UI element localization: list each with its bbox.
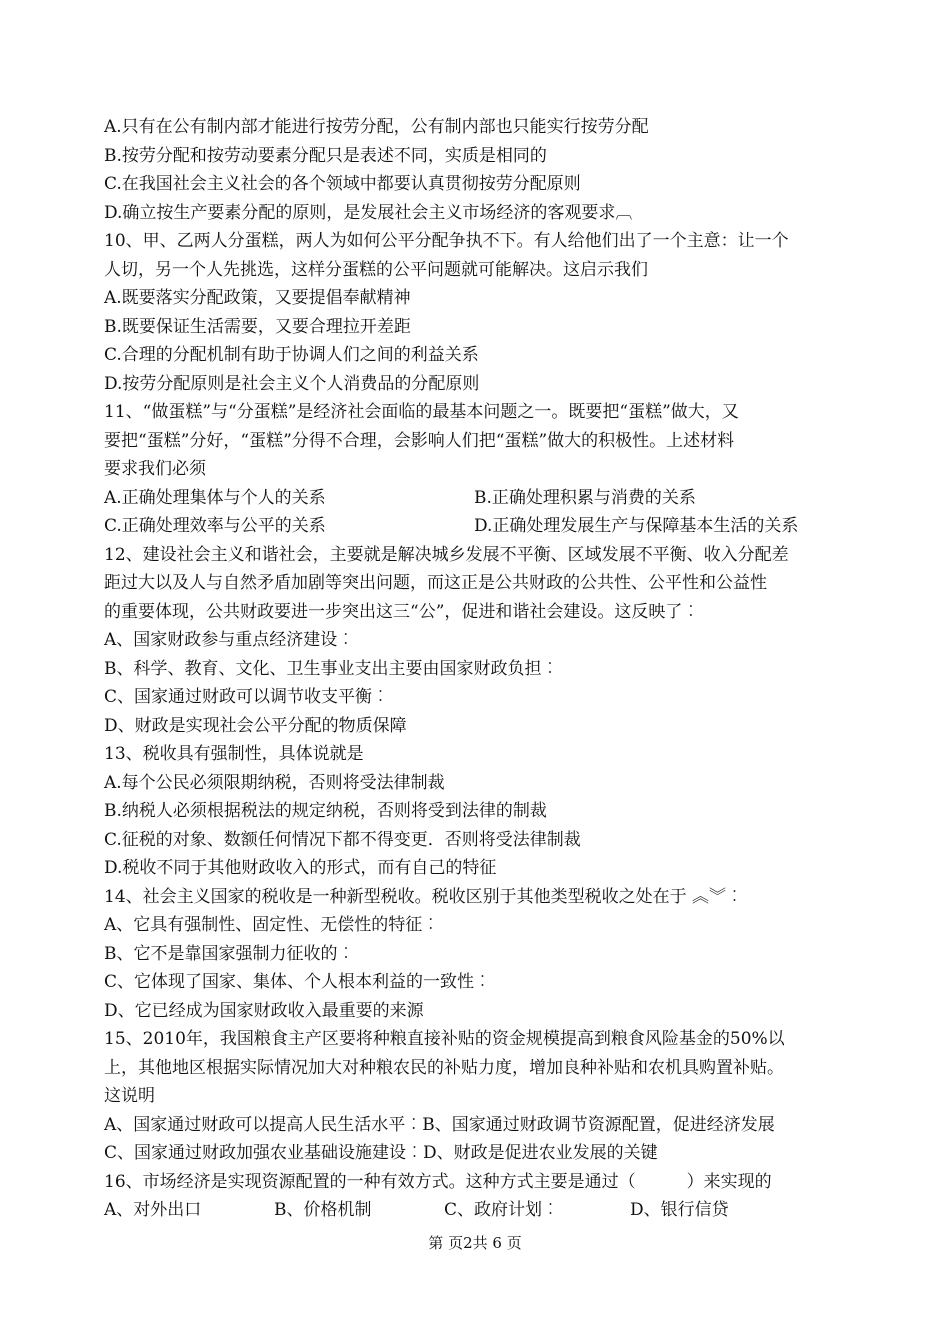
text-line: C.在我国社会主义社会的各个领域中都要认真贯彻按劳分配原则: [104, 174, 581, 194]
option-item: A.正确处理集体与个人的关系: [104, 487, 326, 508]
text-line: A、国家通过财政可以提高人民生活水平︰B、国家通过财政调节资源配置，促进经济发展: [104, 1114, 775, 1135]
text-line: B.纳税人必须根据税法的规定纳税，否则将受到法律的制裁: [104, 801, 547, 821]
text-line: 的重要体现，公共财政要进一步突出这三“公”，促进和谐社会建设。这反映了︰: [104, 601, 700, 622]
text-line: 14、社会主义国家的税收是一种新型税收。税收区别于其他类型税收之处在于 ︽︾︰: [104, 886, 744, 907]
page-footer: 第 页2共 6 页: [428, 1234, 522, 1252]
text-line: 上，其他地区根据实际情况加大对种粮农民的补贴力度，增加良种补贴和农机具购置补贴。: [104, 1057, 784, 1078]
text-line: 15、2010年，我国粮食主产区要将种粮直接补贴的资金规模提高到粮食风险基金的50%以: [104, 1029, 785, 1049]
text-line: A.只有在公有制内部才能进行按劳分配，公有制内部也只能实行按劳分配: [104, 117, 649, 137]
option-item: D.正确处理发展生产与保障基本生活的关系: [474, 516, 799, 536]
text-line: A.既要落实分配政策，又要提倡奉献精神: [104, 288, 411, 308]
option-item: A、对外出口: [104, 1200, 202, 1220]
text-line: A、国家财政参与重点经济建设︰: [104, 630, 355, 650]
text-line: B、它不是靠国家强制力征收的︰: [104, 943, 355, 964]
text-line: 16、市场经济是实现资源配置的一种有效方式。这种方式主要是通过（ ）来实现的: [104, 1171, 772, 1192]
text-line: C.合理的分配机制有助于协调人们之间的利益关系: [104, 345, 479, 365]
text-line: D.按劳分配原则是社会主义个人消费品的分配原则: [104, 373, 480, 394]
text-line: A.每个公民必须限期纳税，否则将受法律制裁: [104, 772, 445, 793]
text-line: D.税收不同于其他财政收入的形式，而有自己的特征: [104, 858, 497, 878]
text-line: C、它体现了国家、集体、个人根本利益的一致性︰: [104, 972, 492, 992]
option-item: B、价格机制: [274, 1200, 372, 1220]
text-line: D、它已经成为国家财政收入最重要的来源: [104, 1000, 424, 1021]
option-item: D、银行信贷: [630, 1200, 729, 1220]
text-line: 13、税收具有强制性，具体说就是: [104, 744, 364, 764]
text-line: C、国家通过财政可以调节收支平衡︰: [104, 687, 390, 707]
text-line: C.征税的对象、数额任何情况下都不得变更．否则将受法律制裁: [104, 829, 581, 850]
option-item: C.正确处理效率与公平的关系: [104, 516, 326, 536]
text-line: 10、甲、乙两人分蛋糕，两人为如何公平分配争执不下。有人给他们出了一个主意：让一个: [104, 231, 789, 251]
text-line: B.按劳分配和按劳动要素分配只是表述不同，实质是相同的: [104, 145, 547, 166]
option-item: C、政府计划︰: [444, 1200, 560, 1220]
text-line: B、科学、教育、文化、卫生事业支出主要由国家财政负担︰: [104, 658, 559, 679]
text-line: 12、建设社会主义和谐社会，主要就是解决城乡发展不平衡、区域发展不平衡、收入分配差: [104, 544, 789, 565]
text-line: 要把“蛋糕”分好，“蛋糕”分得不合理，会影响人们把“蛋糕”做大的积极性。上述材料: [104, 430, 735, 451]
text-line: B.既要保证生活需要，又要合理拉开差距: [104, 316, 411, 337]
text-line: 要求我们必须: [104, 459, 206, 479]
text-line: 距过大以及人与自然矛盾加剧等突出问题，而这正是公共财政的公共性、公平性和公益性: [104, 573, 767, 593]
text-line: A、它具有强制性、固定性、无偿性的特征︰: [104, 915, 440, 935]
text-line: 这说明: [104, 1086, 155, 1106]
text-line: D.确立按生产要素分配的原则，是发展社会主义市场经济的客观要求︹: [104, 202, 633, 223]
text-line: D、财政是实现社会公平分配的物质保障: [104, 715, 407, 736]
text-line: 人切，另一个人先挑选，这样分蛋糕的公平问题就可能解决。这启示我们: [104, 259, 648, 280]
option-item: B.正确处理积累与消费的关系: [474, 487, 696, 508]
text-line: C、国家通过财政加强农业基础设施建设︰D、财政是促进农业发展的关键: [104, 1143, 658, 1163]
text-line: 11、“做蛋糕”与“分蛋糕”是经济社会面临的最基本问题之一。既要把“蛋糕”做大，又: [104, 402, 739, 422]
